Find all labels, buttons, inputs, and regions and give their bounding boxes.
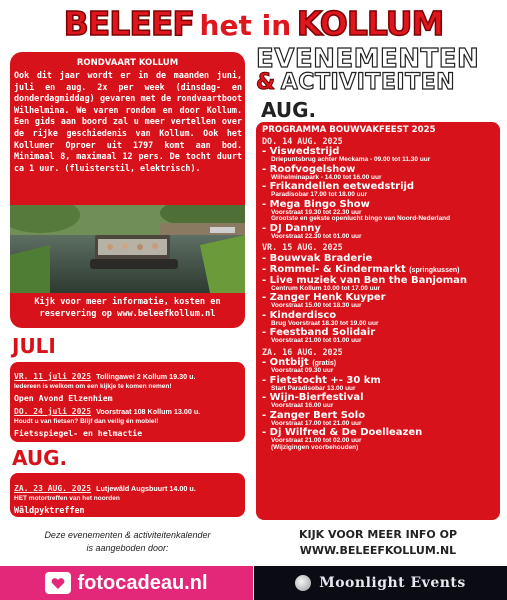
aug-left-event (14, 478, 244, 514)
day-3-date: ZA. 16 AUG. 2025 (262, 346, 343, 357)
day-2-item-2-name: - Rommel- & Kindermarkt (springkussen) (262, 263, 460, 275)
day-2-item-6-label: Feestband Solidair (269, 327, 376, 339)
juli-event-1-name: Open Avond Elzenhiem (14, 392, 113, 403)
day-1-item-4-detail: Voorstraat 19.30 tot 22.30 uur (271, 208, 362, 216)
sponsor-fotocadeau[interactable] (0, 566, 253, 600)
aug-left-heading: AUG. (12, 446, 68, 470)
day-1-item-2-detail: Wilhelminapark - 14.00 tot 16.00 uur (271, 173, 382, 181)
list-item (262, 428, 498, 451)
boat-photo (10, 205, 245, 293)
title-kollum: KOLLUM (296, 4, 444, 43)
sponsor-moonlight[interactable] (254, 566, 507, 600)
list-item (262, 376, 498, 393)
day-1-item-4-name: - Mega Bingo Show (262, 198, 370, 210)
day-3-item-5-detail: Voorstraat 21.00 tot 02.00 uur (271, 437, 362, 445)
aug-left-event-note: HET motortreffen van het noorden (14, 495, 120, 502)
juli-event-2-place: Voorstraat 108 Kollum 13.00 u. (96, 407, 201, 416)
aug-left-event-place: Lutjewâld Augsbuurt 14.00 u. (96, 484, 196, 493)
day-2-item-3-label: Live muziek van Ben the Banjoman (269, 274, 468, 286)
juli-event-2-note: Houdt u van fietsen? Blijf dan veilig én mobiel! (14, 418, 159, 425)
title-het-in: het in (199, 9, 292, 42)
day-3-item-2-detail: Start Paradisobar 13.00 uur (271, 384, 356, 392)
list-item (262, 358, 498, 375)
moonlight-label: Moonlight Events (319, 575, 466, 591)
day-1-item-1-name: - Viswedstrijd (262, 146, 340, 158)
list-item (262, 328, 498, 345)
camera-heart-icon (45, 572, 71, 594)
juli-event-1 (14, 366, 244, 402)
day-3-item-4-detail: Voorstraat 17.00 tot 21.00 uur (271, 419, 362, 427)
day-1-item-4-label: Mega Bingo Show (269, 198, 370, 210)
list-item (262, 165, 498, 182)
day-3-item-4-label: Zanger Bert Solo (269, 409, 366, 421)
day-2-item-6-detail: Voorstraat 21.00 tot 01.00 uur (271, 337, 362, 345)
rondvaart-body: Ook dit jaar wordt er in de maanden juni, juli en aug. 2x per week (dinsdag- en donderdagmiddag) gevaren met de rondvaartboot Wilhelmina. We varen rondom en door Kollum. Een gids aan boord zal u meer vertellen over de rijke geschiedenis van Kollum. Ook het Kollumer Oproer uit 1797 komt aan bod. Minimaal 8, maximaal 12 pers. De tocht duurt ca 1 uur. (fluisterstil, elektrisch). (14, 70, 242, 173)
list-item (262, 393, 498, 410)
day-2-item-4-label: Zanger Henk Kuyper (269, 292, 386, 304)
title-beleef: BELEEF (63, 4, 194, 43)
list-item (262, 200, 498, 223)
footer-right-line1: KIJK VOOR MEER INFO OP (298, 528, 458, 541)
day-3-item-2-label: Fietstocht +- 30 km (269, 374, 381, 386)
day-1-item-5-label: DJ Danny (269, 222, 321, 234)
juli-event-1-date: VR. 11 juli 2025 (14, 372, 92, 381)
list-item (262, 182, 498, 199)
day-1-item-5-detail: Voorstraat 22.30 tot 01.00 uur (271, 232, 362, 240)
juli-event-2 (14, 401, 244, 437)
footer-right-text (256, 528, 500, 557)
day-2-item-3-detail: Centrum Kollum 10.00 tot 17.00 uur (271, 284, 381, 292)
moon-icon (295, 575, 311, 591)
rondvaart-footer-line1: Kijk voor meer informatie, kosten en (34, 297, 221, 307)
day-2-item-4-detail: Voorstraat 15.00 tot 18.30 uur (271, 302, 362, 310)
header-evenementen: EVENEMENTEN (256, 44, 480, 74)
juli-event-2-date: DO. 24 juli 2025 (14, 407, 92, 416)
day-1-item-3-name: - Frikandellen eetwedstrijd (262, 181, 415, 193)
day-2-item-5-name: - Kinderdisco (262, 309, 337, 321)
list-item (262, 311, 498, 328)
day-3-item-3-detail: Voorstraat 16.00 uur (271, 402, 334, 410)
list-item (262, 224, 498, 241)
aug-left-event-name: Wâldpyktreffen (14, 504, 85, 515)
day-3-item-3-label: Wijn-Bierfestival (269, 392, 364, 404)
day-1-item-1-detail: Driepuntsbrug achter Meckama - 09.00 tot 11.30 uur (271, 156, 431, 164)
day-3-item-2-name: - Fietstocht +- 30 km (262, 374, 381, 386)
rondvaart-footer-line2: reservering op www.beleefkollum.nl (39, 309, 216, 319)
boat-photo-image (10, 205, 245, 293)
rondvaart-heading: RONDVAART KOLLUM (76, 58, 179, 68)
day-3-item-5-detail2: (Wijzigingen voorbehouden) (271, 443, 359, 451)
day-2-item-2-label: Rommel- & Kindermarkt (269, 263, 406, 275)
list-item (262, 293, 498, 310)
day-2-item-3-name: - Live muziek van Ben the Banjoman (262, 274, 468, 286)
juli-event-1-note: Iedereen is welkom om een kijkje te komen nemen! (14, 383, 172, 390)
day-2-date: VR. 15 AUG. 2025 (262, 242, 343, 253)
program-list (262, 137, 498, 451)
day-3-item-4-name: - Zanger Bert Solo (262, 409, 366, 421)
footer-left-text (10, 530, 245, 553)
page-title (0, 4, 507, 43)
juli-heading: JULI (12, 334, 56, 358)
day-2-item-4-name: - Zanger Henk Kuyper (262, 292, 386, 304)
day-3-item-1-suffix: (gratis) (312, 360, 337, 368)
day-1-item-4-detail2: Grootste en gekste openlucht bingo van Noord-Nederland (271, 215, 451, 223)
day-1-item-2-label: Roofvogelshow (269, 163, 356, 175)
header-ampersand: & (256, 70, 276, 95)
footer-right-line2[interactable]: WWW.BELEEFKOLLUM.NL (299, 544, 457, 557)
day-1-item-1-label: Viswedstrijd (269, 146, 340, 158)
day-1-item-3-label: Frikandellen eetwedstrijd (269, 181, 415, 193)
day-3-item-1-detail: Voorstraat 09.30 uur (271, 367, 334, 375)
list-item (262, 254, 498, 264)
day-3-item-5-name: - Dj Wilfred & De Doelleazen (262, 427, 423, 439)
day-3-item-3-name: - Wijn-Bierfestival (262, 392, 364, 404)
footer-left-line2: is aangeboden door: (86, 543, 169, 553)
aug-right-heading: AUG. (261, 98, 317, 122)
fotocadeau-label: fotocadeau.nl (77, 571, 208, 594)
day-1-item-5-name: - DJ Danny (262, 222, 321, 234)
day-3-item-1-name: - Ontbijt (gratis) (262, 357, 337, 369)
day-1-item-2-name: - Roofvogelshow (262, 163, 356, 175)
day-3-item-1-label: Ontbijt (269, 357, 309, 369)
list-item (262, 411, 498, 428)
juli-event-1-place: Tollingawei 2 Kollum 19.30 u. (96, 372, 196, 381)
day-2-item-6-name: - Feestband Solidair (262, 327, 376, 339)
day-1-date: DO. 14 AUG. 2025 (262, 136, 343, 146)
header-activiteiten: ACTIVITEITEN (280, 70, 456, 95)
day-1-item-3-detail: Paradisobar 17.00 tot 18.00 uur (271, 191, 368, 199)
list-item (262, 265, 498, 275)
day-2-item-1-label: Bouwvak Braderie (269, 252, 373, 264)
list-item (262, 147, 498, 164)
juli-event-2-name: Fietsspiegel- en helmactie (14, 427, 143, 438)
day-2-item-5-label: Kinderdisco (269, 309, 337, 321)
day-3-item-5-label: Dj Wilfred & De Doelleazen (269, 427, 423, 439)
day-2-item-1-name: - Bouwvak Braderie (262, 252, 373, 264)
aug-left-event-date: ZA. 23 AUG. 2025 (14, 484, 92, 493)
footer-left-line1: Deze evenementen & activiteitenkalender (44, 530, 211, 540)
day-2-item-2-suffix: (springkussen) (409, 266, 460, 274)
program-title: PROGRAMMA BOUWVAKFEEST 2025 (262, 125, 436, 135)
header-activiteiten-line (256, 70, 455, 95)
list-item (262, 276, 498, 293)
day-2-item-5-detail: Brug Voorstraat 18.30 tot 19.00 uur (271, 319, 379, 327)
